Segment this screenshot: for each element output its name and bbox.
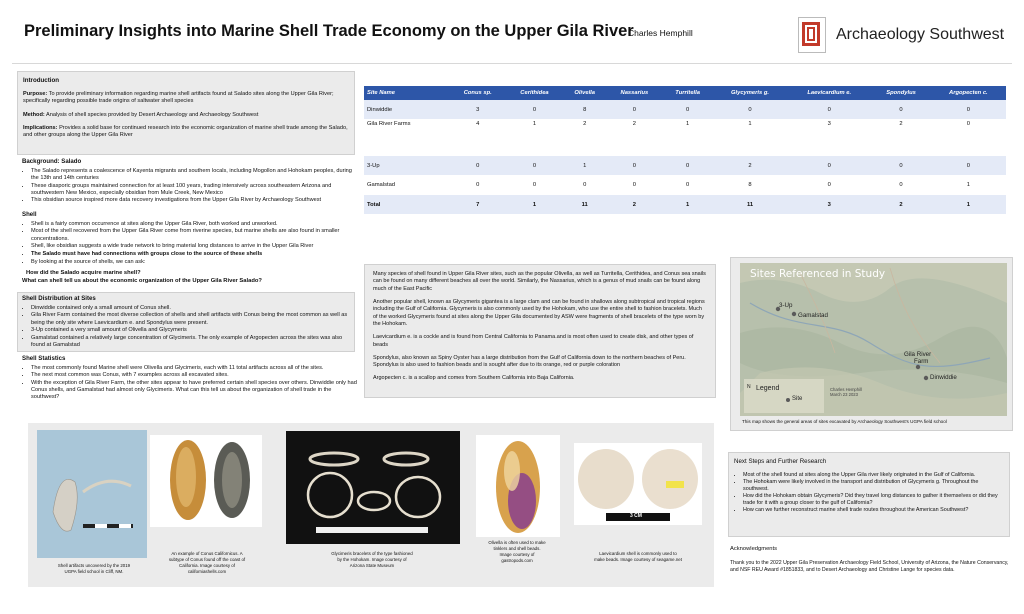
shell-list (22, 221, 360, 266)
table-cell: 0 (686, 182, 690, 188)
introduction-panel (17, 71, 355, 155)
list-item: • Shell, like obsidian suggests a wide trade network to bring material long distances to arrive in the Upper Gila River (31, 243, 360, 250)
map-credit-name: Charles Hemphill (830, 387, 862, 392)
column-header: Glycymeris g. (730, 90, 770, 96)
table-cell: 1 (966, 201, 970, 208)
statistics-heading: Shell Statistics (22, 355, 66, 362)
acknowledgments-text: Thank you to the 2022 Upper Gila Preservation Archaeology Field School, University of Arizona, the Nature Conservancy, and NSF REU Award #1851833, and to Desert Archaeology and Christine Lange for species data. (730, 560, 1009, 573)
table-cell: Dinwiddie (367, 106, 393, 113)
conus-image (150, 435, 262, 527)
photo-caption-4 (472, 540, 562, 564)
next-steps-heading: Next Steps and Further Research (734, 458, 827, 465)
table-cell: 0 (827, 106, 831, 113)
caption-line: Shell artifacts uncovered by the 2019 (57, 563, 131, 568)
table-cell: 0 (748, 106, 752, 113)
table-cell: 1 (583, 162, 587, 169)
poster-title: Preliminary Insights into Marine Shell Trade Economy on the Upper Gila River (24, 22, 634, 40)
north-arrow-icon: N (747, 384, 751, 390)
site-marker-gamalstad (792, 312, 796, 316)
table-cell: 0 (827, 182, 831, 188)
list-item: • Most of the shell found at sites along the Upper Gila river likely originated in the Gulf of California. (743, 472, 1004, 479)
implications-text: Provides a solid base for continued research into the economic organization of marine shell trade among the Salado, and other groups along the Upper Gila River (23, 124, 348, 139)
table-cell: 0 (966, 162, 970, 169)
column-header: Olivella (574, 90, 596, 96)
species-panel (364, 264, 716, 398)
scale-label: 3 CM (630, 513, 642, 519)
photo-strip (28, 423, 714, 587)
column-header: Nassarius (620, 90, 649, 96)
laevicardium-photo (574, 443, 702, 525)
conus-photo (150, 435, 262, 527)
table-row (364, 175, 1006, 195)
species-paragraph: Many species of shell found in Upper Gila River sites, such as the popular Olivella, as well as Turritella, Cerithidea, and Conus sea snails can be found on many different beaches all over the world. Similarly, the Nassarius, which is a genus of mud snails can be found along much of the East Pacific (373, 271, 706, 292)
list-item: • These diasporic groups maintained connection for at least 100 years, trading intensively across southeastern Arizona and southwestern New Mexico, especially obsidian from Mule Creek, New Mexico (31, 183, 360, 197)
list-item: • This obsidian source inspired more data recovery investigations from the Upper Gila River by Archaeology Southwest (31, 197, 360, 204)
caption-line: Laevicardium shell is commonly used to (599, 551, 677, 556)
species-paragraph: Argopecten c. is a scallop and comes from Southern California into Baja California. (373, 375, 575, 382)
photo-caption-1 (44, 563, 144, 575)
table-cell: 1 (686, 201, 690, 208)
map-caption: This map shows the general areas of sites excavated by Archaeology Southwest's UGPA field school (742, 419, 947, 424)
table-cell: 3-Up (367, 162, 380, 169)
caption-line: subtype of Conus found off the coast of (168, 556, 246, 562)
table-header-row (364, 86, 1006, 100)
statistics-list (22, 365, 360, 402)
column-header: Cerithidea (520, 90, 549, 96)
caption-line: California. Image courtesy of (179, 562, 235, 568)
caption-line: tinklers and shell beads. (493, 545, 541, 551)
table-cell: 2 (632, 121, 636, 127)
table-cell: Gila River Farms (367, 121, 411, 127)
method-label: Method: (23, 111, 45, 118)
table-cell: 0 (632, 106, 636, 113)
caption-line: An example of Conus Californicus. A (171, 551, 243, 556)
legend-title: Legend (756, 385, 780, 392)
list-item: • Most of the shell recovered from the Upper Gila River come from riverine species, but marine shells are also found in smaller concentrations. (31, 228, 360, 242)
bracelets-photo (286, 431, 460, 544)
map-label-dinwiddie: Dinwiddie (930, 374, 957, 381)
table-cell: 0 (632, 162, 636, 169)
caption-line: Olivella is often used to make (488, 540, 546, 545)
research-questions (22, 270, 360, 285)
caption-line: Glycimeris bracelets of the type fashioned (331, 551, 413, 556)
table-row (364, 119, 1006, 156)
implications-label: Implications: (23, 124, 58, 131)
table-cell: 11 (581, 201, 588, 208)
table-cell: 3 (827, 121, 831, 127)
table-row (364, 195, 1006, 214)
method-paragraph (23, 112, 349, 119)
shell-section (22, 211, 360, 266)
list-item: • The most commonly found Marine shell were Olivella and Glycimeris, each with 11 total artifacts across all of the sites. (31, 365, 360, 372)
table-cell: 2 (632, 201, 636, 208)
list-item: • By looking at the source of shells, we can ask: (31, 259, 360, 266)
column-header: Conus sp. (463, 90, 492, 96)
implications-paragraph (23, 125, 349, 140)
map-credit-date: March 23 2023 (830, 392, 858, 398)
caption-line: californiashells.com (187, 568, 227, 574)
list-item: • Gila River Farm contained the most diverse collection of shells and shell artifacts with Conus being the most common as well as being the only site where Laevicardium e. and Spondylus were present. (31, 312, 350, 326)
table-cell: Total (367, 201, 381, 208)
distribution-list (22, 305, 350, 349)
background-section (22, 158, 360, 205)
statistics-section (22, 355, 360, 402)
table-cell: 2 (748, 162, 752, 169)
list-item: • The Salado must have had connections with groups close to the source of these shells (31, 251, 360, 258)
table-cell: 2 (899, 121, 903, 127)
table-cell: 0 (899, 162, 903, 169)
olivella-image (476, 435, 560, 537)
table-cell: 0 (827, 162, 831, 169)
table-cell: 0 (532, 182, 537, 188)
column-header: Turritella (675, 90, 700, 96)
list-item: • How can we further reconstruct marine shell trade routes throughout the American Southwest? (743, 507, 1004, 514)
caption-line: make beads. Image courtesy of seagame.net (594, 556, 682, 562)
table-cell: 0 (966, 106, 970, 113)
next-steps-list (734, 472, 1004, 514)
table-cell: 8 (583, 106, 587, 113)
table-cell: 0 (476, 162, 480, 169)
method-text: Analysis of shell species provided by Desert Archaeology and Archaeology Southwest (46, 111, 259, 118)
distribution-panel (17, 292, 355, 352)
caption-line: gastropods.com (501, 557, 533, 563)
table-cell: 0 (899, 182, 903, 188)
map-label-3up: 3-Up (779, 302, 793, 309)
background-list (22, 168, 360, 205)
background-heading: Background: Salado (22, 158, 82, 165)
table-cell: 0 (899, 106, 903, 113)
next-steps-panel (728, 452, 1010, 537)
map-label-grf-line1: Gila River (904, 351, 932, 358)
column-header: Argopecten c. (949, 90, 988, 96)
photo-caption-5 (576, 551, 700, 563)
table-cell: 2 (583, 121, 587, 127)
site-map (740, 263, 1007, 416)
table-cell: 0 (476, 182, 480, 188)
column-header: Site Name (367, 90, 396, 96)
purpose-text: To provide preliminary information regarding marine shell artifacts found at Salado sites along the Upper Gila River; specifically regarding possible trade origins of saltwater shell species (23, 91, 334, 105)
question-two: What can shell tell us about the economic organization of the Upper Gila River Salado? (22, 277, 262, 284)
table-cell: 7 (476, 201, 480, 208)
purpose-label: Purpose: (23, 91, 48, 98)
table-cell: 1 (966, 182, 970, 188)
shell-heading: Shell (22, 211, 37, 218)
map-label-grf-line2: Farm (914, 358, 929, 366)
table-cell: 0 (966, 121, 970, 127)
list-item: • The Salado represents a coalescence of Kayenta migrants and southern locals, including Mogollon and Hohokam peoples, during the 13th and 14th centuries (31, 168, 360, 182)
table-cell: 0 (686, 106, 690, 113)
list-item: • Gamalstad contained a relatively large concentration of Glycimeris. The only example of Argopecten across the sites was also found at Gamalstad (31, 335, 350, 349)
table-cell: 0 (532, 106, 537, 113)
table-cell: 1 (532, 121, 537, 127)
caption-line: Arizona State Museum (349, 562, 395, 568)
shell-artifacts-photo (37, 430, 147, 558)
column-header: Laevicardium e. (807, 90, 852, 96)
data-table (364, 86, 1006, 214)
species-paragraph: Laevicardium e. is a cockle and is found from Central California to Panama.and is most often used to create disk, and other types of beads (373, 334, 694, 348)
table-cell: 0 (532, 162, 537, 169)
olivella-photo (476, 435, 560, 537)
distribution-heading: Shell Distribution at Sites (22, 295, 96, 302)
table-cell: Gamalstad (367, 182, 396, 188)
list-item: • The Hohokam were likely involved in the transport and distribution of Glycymeris g. Throughout the southwest. (743, 479, 1004, 493)
column-header: Spondylus (886, 90, 916, 96)
list-item: • Shell is a fairly common occurrence at sites along the Upper Gila River, both worked and unworked. (31, 221, 360, 228)
map-title: Sites Referenced in Study (750, 268, 886, 280)
species-paragraph: Spondylus, also known as Spiny Oyster has a large distribution from the Gulf of California down to the northern beaches of Peru. Spondylus is also used to fashion beads and is sought after due to its orange, red or purple coloration (373, 354, 686, 369)
table-cell: 2 (899, 201, 903, 208)
list-item: • The next most common was Conus, with 7 examples across all excavated sites. (31, 372, 360, 379)
table-cell: 0 (632, 182, 636, 188)
table-cell: 0 (686, 162, 690, 169)
author-name: Charles Hemphill (628, 28, 693, 38)
list-item: • With the exception of Gila River Farm, the other sites appear to have preferred certain shell species over others. Dinwiddie only had Conus shells, and Gamalstad had almost only Glycimeris. What can this tell us about the organization of shell trade in the southwest? (31, 380, 360, 401)
list-item: • How did the Hohokam obtain Glycymeris? Did they travel long distances to gather it themselves or did they trade for it with a group closer to the gulf of California? (743, 493, 1004, 507)
list-item: • Dinwiddie contained only a small amount of Conus shell. (31, 305, 350, 312)
acknowledgments-heading: Acknowledgments (730, 546, 778, 552)
photo-caption-2 (152, 551, 262, 575)
map-label-gamalstad: Gamalstad (798, 312, 828, 319)
legend-item-site: Site (792, 396, 803, 402)
shell-artifacts-image (37, 430, 147, 558)
bracelets-image (286, 431, 460, 544)
table-cell: 8 (748, 182, 752, 188)
header-divider (12, 63, 1012, 64)
table-cell: 3 (827, 201, 831, 208)
species-paragraph: Another popular shell, known as Glycymeris gigantea is a large clam and can be found in shallows along subtropical and tropical regions including the Gulf of California. Glycymeris is also commonly used by the Hohokam, who use the entire shell to fashion bracelets. Much of the worked Glycymeris found at sites along the Upper Gila documented by ASW were fragments of shell bracelets of the type worn by the Hohokam. (373, 298, 705, 327)
photo-caption-3 (302, 551, 442, 569)
map-credit (830, 387, 862, 398)
logo-icon (798, 17, 826, 53)
table-cell: 4 (476, 121, 480, 127)
table-cell: 1 (686, 121, 690, 127)
map-label-gila-river-farm (904, 351, 931, 366)
caption-line: Image courtesy of (499, 551, 535, 557)
table-cell: 11 (746, 201, 754, 208)
question-one: How did the Salado acquire marine shell? (26, 270, 141, 276)
site-marker-dinwiddie (924, 376, 928, 380)
table-cell: 1 (532, 201, 537, 208)
table-cell: 1 (748, 121, 752, 127)
table-cell: 3 (476, 106, 480, 113)
table-row (364, 100, 1006, 119)
introduction-heading: Introduction (23, 77, 60, 84)
table-row (364, 156, 1006, 175)
caption-line: by the Hohokam. Image courtesy of (337, 556, 407, 562)
list-item: • 3-Up contained a very small amount of Olivella and Glycymeris (31, 327, 350, 334)
caption-line: UGPA field school in Cliff, NM. (64, 568, 124, 574)
shell-count-table (364, 86, 1006, 221)
map-graphic (740, 263, 1007, 416)
logo-text: Archaeology Southwest (836, 26, 1005, 43)
purpose-paragraph (23, 91, 349, 106)
table-cell: 0 (583, 182, 587, 188)
